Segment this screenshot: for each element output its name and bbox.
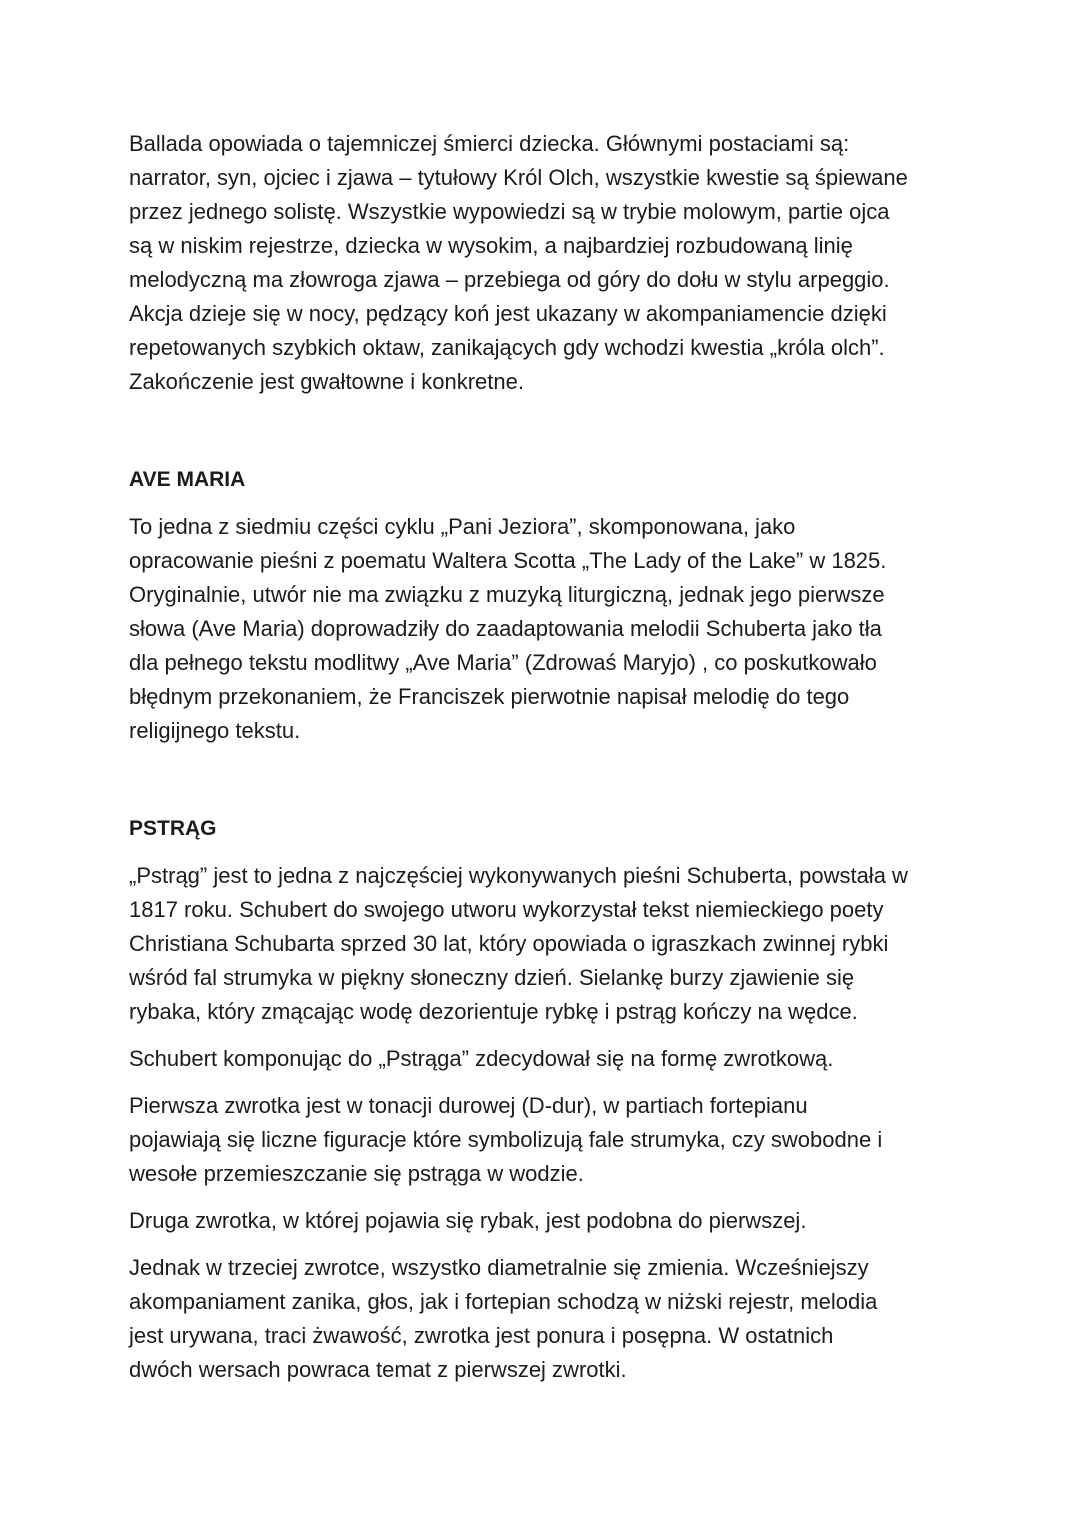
text-line: Jednak w trzeciej zwrotce, wszystko diametralnie się zmienia. Wcześniejszy: [129, 1255, 869, 1280]
text-line: błędnym przekonaniem, że Franciszek pierwotnie napisał melodię do tego: [129, 684, 850, 709]
text-line: „Pstrąg” jest to jedna z najczęściej wykonywanych pieśni Schuberta, powstała w: [129, 863, 908, 888]
text-line: rybaka, który zmącając wodę dezorientuje rybkę i pstrąg kończy na wędce.: [129, 999, 858, 1024]
text-line: religijnego tekstu.: [129, 718, 301, 743]
section-heading-pstrag: PSTRĄG: [129, 817, 217, 840]
text-line: wśród fal strumyka w piękny słoneczny dzień. Sielankę burzy zjawienie się: [129, 965, 855, 990]
ave-maria-paragraph: [129, 510, 969, 748]
pstrag-paragraph-1: [129, 859, 969, 1029]
text-line: melodyczną ma złowroga zjawa – przebiega od góry do dołu w stylu arpeggio.: [129, 267, 890, 292]
text-line: Akcja dzieje się w nocy, pędzący koń jest ukazany w akompaniamencie dzięki: [129, 301, 887, 326]
pstrag-paragraph-5: [129, 1251, 969, 1387]
pstrag-paragraph-4: [129, 1204, 969, 1238]
text-line: 1817 roku. Schubert do swojego utworu wykorzystał tekst niemieckiego poety: [129, 897, 884, 922]
text-line: dwóch wersach powraca temat z pierwszej zwrotki.: [129, 1357, 627, 1382]
document-body: [129, 127, 969, 1387]
pstrag-paragraph-2: [129, 1042, 969, 1076]
text-line: opracowanie pieśni z poematu Waltera Scotta „The Lady of the Lake” w 1825.: [129, 548, 887, 573]
text-line: przez jednego solistę. Wszystkie wypowiedzi są w trybie molowym, partie ojca: [129, 199, 890, 224]
text-line: Druga zwrotka, w której pojawia się rybak, jest podobna do pierwszej.: [129, 1208, 807, 1233]
text-line: To jedna z siedmiu części cyklu „Pani Jeziora”, skomponowana, jako: [129, 514, 796, 539]
text-line: Ballada opowiada o tajemniczej śmierci dziecka. Głównymi postaciami są:: [129, 131, 850, 156]
text-line: Zakończenie jest gwałtowne i konkretne.: [129, 369, 524, 394]
text-line: Schubert komponując do „Pstrąga” zdecydował się na formę zwrotkową.: [129, 1046, 834, 1071]
pstrag-paragraph-3: [129, 1089, 969, 1191]
section-heading-ave-maria: AVE MARIA: [129, 468, 246, 491]
text-line: jest urywana, traci żwawość, zwrotka jest ponura i posępna. W ostatnich: [129, 1323, 834, 1348]
text-line: narrator, syn, ojciec i zjawa – tytułowy Król Olch, wszystkie kwestie są śpiewane: [129, 165, 908, 190]
text-line: Oryginalnie, utwór nie ma związku z muzyką liturgiczną, jednak jego pierwsze: [129, 582, 885, 607]
text-line: Pierwsza zwrotka jest w tonacji durowej (D-dur), w partiach fortepianu: [129, 1093, 808, 1118]
text-line: akompaniament zanika, głos, jak i fortepian schodzą w niżski rejestr, melodia: [129, 1289, 878, 1314]
text-line: pojawiają się liczne figuracje które symbolizują fale strumyka, czy swobodne i: [129, 1127, 883, 1152]
text-line: Christiana Schubarta sprzed 30 lat, który opowiada o igraszkach zwinnej rybki: [129, 931, 889, 956]
text-line: są w niskim rejestrze, dziecka w wysokim, a najbardziej rozbudowaną linię: [129, 233, 853, 258]
text-line: dla pełnego tekstu modlitwy „Ave Maria” (Zdrowaś Maryjo) , co poskutkowało: [129, 650, 877, 675]
text-line: wesołe przemieszczanie się pstrąga w wodzie.: [129, 1161, 584, 1186]
text-line: repetowanych szybkich oktaw, zanikających gdy wchodzi kwestia „króla olch”.: [129, 335, 885, 360]
text-line: słowa (Ave Maria) doprowadziły do zaadaptowania melodii Schuberta jako tła: [129, 616, 882, 641]
intro-paragraph: [129, 127, 969, 399]
